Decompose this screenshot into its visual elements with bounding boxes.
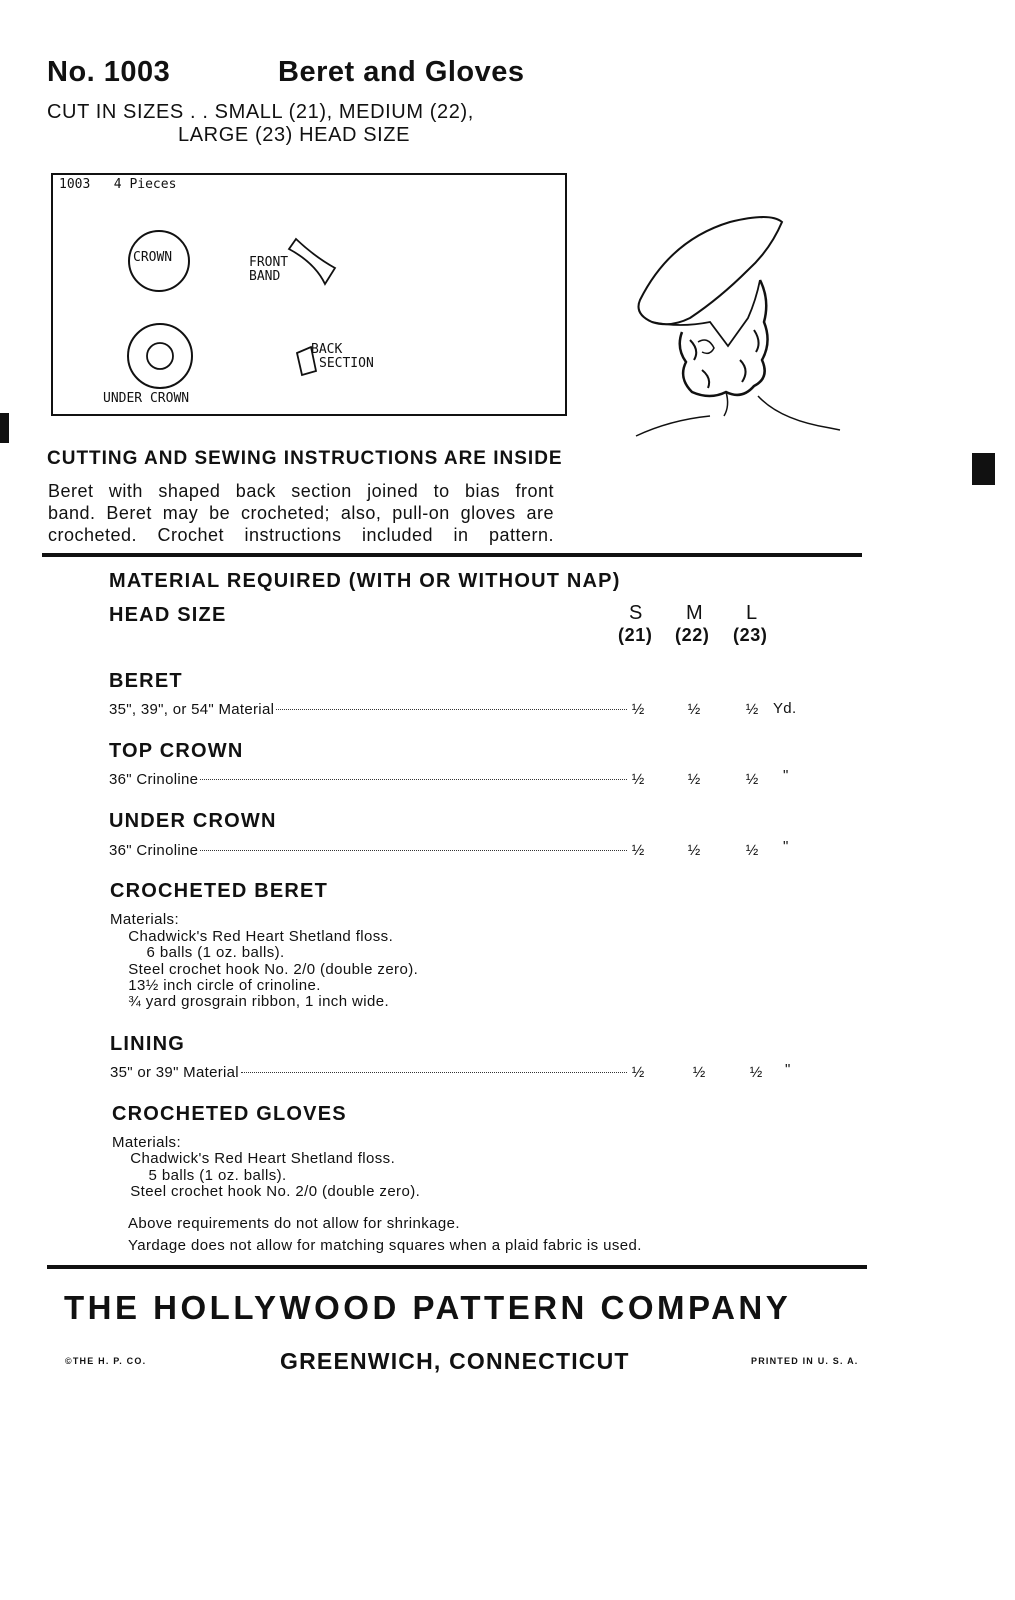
top-crown-val-m: ½ [687,771,701,788]
crown-label: CROWN [133,250,173,265]
beret-top [639,217,783,324]
shoulder-left [636,416,710,436]
col-s-letter: S [629,602,643,624]
crocheted-gloves-line: Materials: [112,1134,182,1151]
pattern-title: Beret and Gloves [278,56,525,88]
top-crown-val-s: ½ [631,771,645,788]
section-beret-title: BERET [109,670,183,692]
section-under-crown-title: UNDER CROWN [109,810,277,832]
beret-band [652,280,760,346]
col-m-num: (22) [675,625,710,645]
leader-dots [241,1072,627,1073]
hair-strands [690,330,759,388]
description-line-2: band. Beret may be crocheted; also, pull-on gloves are [48,503,554,523]
lining-unit: " [785,1061,791,1078]
crocheted-gloves-line: 5 balls (1 oz. balls). [112,1167,287,1184]
front-band-label-2: BAND [249,269,281,284]
top-crown-val-l: ½ [745,771,759,788]
leader-dots [200,779,627,780]
front-band-label-1: FRONT [249,255,289,270]
col-s-num: (21) [618,625,653,645]
printed-in-usa: PRINTED IN U. S. A. [751,1356,859,1366]
shoulder-right [758,396,840,430]
beret-val-s: ½ [631,701,645,718]
divider-top [42,553,862,557]
section-crocheted-gloves-title: CROCHETED GLOVES [112,1103,347,1125]
lining-val-m: ½ [692,1064,706,1081]
crocheted-beret-line: 6 balls (1 oz. balls). [110,944,285,961]
front-band-piece [289,239,335,284]
description-line-3: crocheted. Crochet instructions included in pattern. [48,525,554,545]
pattern-pieces-box [51,173,567,416]
beret-val-m: ½ [687,701,701,718]
ear [698,340,714,353]
col-m-letter: M [686,602,704,624]
pieces-label: 1003 4 Pieces [59,177,177,192]
beret-row-label: 35", 39", or 54" Material [109,701,275,718]
crocheted-beret-line: Materials: [110,911,180,928]
under-crown-row-label: 36" Crinoline [109,842,199,859]
under-crown-piece-outer [128,324,192,388]
top-crown-unit: " [783,767,789,784]
crocheted-beret-line: ¾ yard grosgrain ribbon, 1 inch wide. [110,993,390,1010]
pattern-number: No. 1003 [47,56,171,88]
divider-bottom [47,1265,867,1269]
crocheted-beret-line: 13½ inch circle of crinoline. [110,977,321,994]
beret-row [109,701,629,718]
under-crown-val-s: ½ [631,842,645,859]
lining-val-l: ½ [749,1064,763,1081]
copyright: ©THE H. P. CO. [65,1356,147,1366]
beret-illustration [630,210,860,440]
crocheted-gloves-line: Chadwick's Red Heart Shetland floss. [112,1150,396,1167]
lining-row [110,1064,629,1081]
top-crown-row [109,771,629,788]
material-heading: MATERIAL REQUIRED (WITH OR WITHOUT NAP) [109,570,621,592]
col-l-num: (23) [733,625,768,645]
pattern-pieces-drawing [53,175,565,414]
note-plaid: Yardage does not allow for matching squares when a plaid fabric is used. [128,1237,642,1254]
neck-line [724,392,728,416]
head-size-label: HEAD SIZE [109,604,227,626]
city: GREENWICH, CONNECTICUT [280,1348,630,1374]
instructions-heading: CUTTING AND SEWING INSTRUCTIONS ARE INSIDE [47,448,563,469]
col-l-letter: L [746,602,758,624]
under-crown-piece-inner [147,343,173,369]
note-shrinkage: Above requirements do not allow for shrinkage. [128,1215,460,1232]
crocheted-beret-line: Steel crochet hook No. 2/0 (double zero). [110,961,419,978]
hair [680,280,768,396]
under-crown-row [109,842,629,859]
crocheted-gloves-line: Steel crochet hook No. 2/0 (double zero). [112,1183,421,1200]
beret-val-l: ½ [745,701,759,718]
top-crown-row-label: 36" Crinoline [109,771,199,788]
crocheted-beret-line: Chadwick's Red Heart Shetland floss. [110,928,394,945]
sizes-line-2: LARGE (23) HEAD SIZE [178,124,411,146]
under-crown-unit: " [783,838,789,855]
back-section-label-1: BACK [311,342,343,357]
section-lining-title: LINING [110,1033,185,1055]
sizes-line-1: CUT IN SIZES . . SMALL (21), MEDIUM (22), [47,101,474,123]
under-crown-val-m: ½ [687,842,701,859]
under-crown-label: UNDER CROWN [103,391,190,406]
section-top-crown-title: TOP CROWN [109,740,244,762]
beret-unit: Yd. [773,700,797,717]
description-line-1: Beret with shaped back section joined to bias front [48,481,554,501]
scan-mark-left [0,413,9,443]
company-name: THE HOLLYWOOD PATTERN COMPANY [64,1289,792,1326]
section-crocheted-beret-title: CROCHETED BERET [110,880,329,902]
leader-dots [276,709,627,710]
leader-dots [200,850,627,851]
lining-val-s: ½ [631,1064,645,1081]
lining-row-label: 35" or 39" Material [110,1064,239,1081]
scan-mark-right [972,453,995,485]
back-section-label-2: SECTION [319,356,374,371]
under-crown-val-l: ½ [745,842,759,859]
